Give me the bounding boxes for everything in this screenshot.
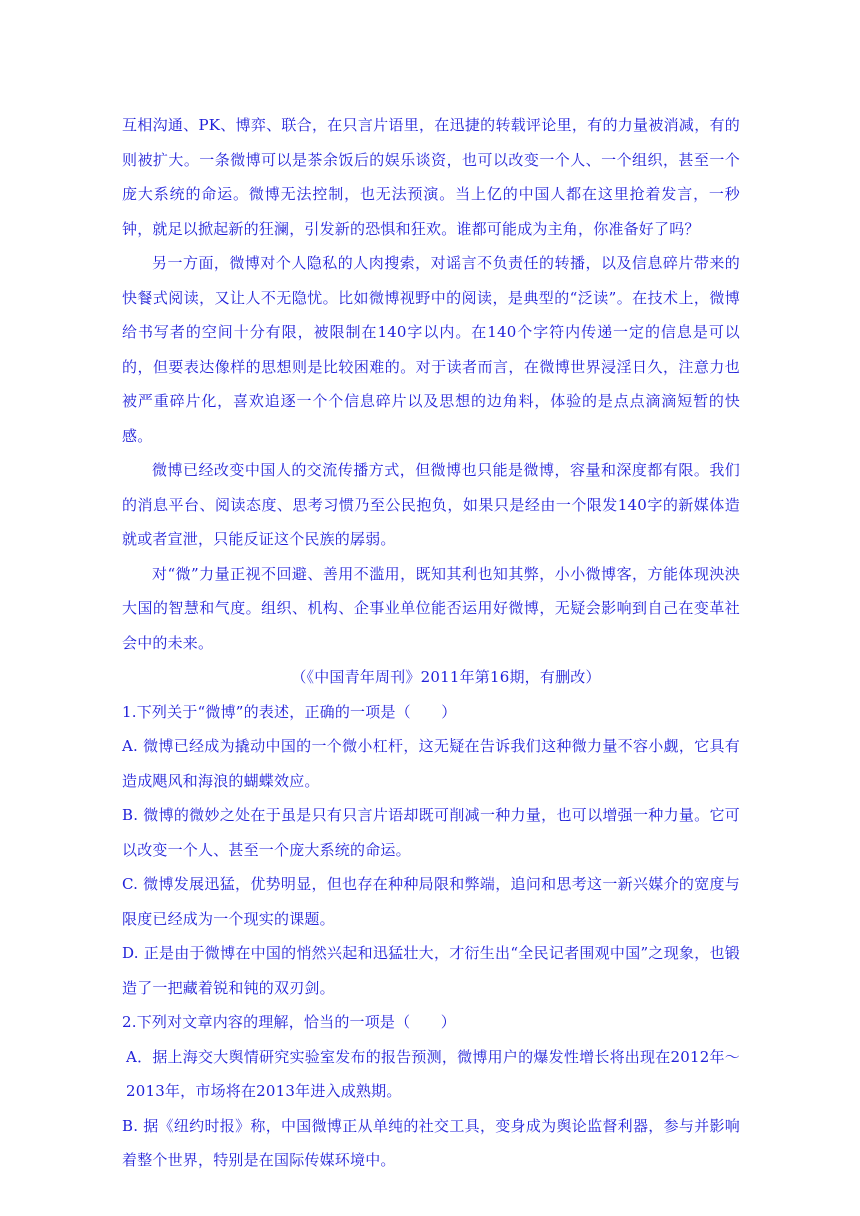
article-source: （《中国青年周刊》2011年第16期，有删改） — [291, 668, 601, 686]
paragraph-1: 互相沟通、PK、博弈、联合，在只言片语里，在迅捷的转载评论里，有的力量被消减，有的则被扩大。一条微博可以是茶余饭后的娱乐谈资，也可以改变一个人、一个组织，甚至一个庞大系统的命运。微博无法控制，也无法预演。当上亿的中国人都在这里抢着发言，一秒钟，就足以掀起新的狂澜，引发新的恐惧和狂欢。谁都可能成为主角，你准备好了吗？ — [122, 116, 740, 238]
paragraph-3: 微博已经改变中国人的交流传播方式，但微博也只能是微博，容量和深度都有限。我们的消息平台、阅读态度、思考习惯乃至公民抱负，如果只是经由一个限发140字的新媒体造就或者宣泄，只能反证这个民族的孱弱。 — [122, 461, 740, 548]
question-1-option-d: D. 正是由于微博在中国的悄然兴起和迅猛壮大，才衍生出“全民记者围观中国”之现象，也锻造了一把藏着锐和钝的双刃剑。 — [122, 944, 740, 997]
paragraph-4: 对“微”力量正视不回避、善用不滥用，既知其利也知其弊，小小微博客，方能体现泱泱大国的智慧和气度。组织、机构、企事业单位能否运用好微博，无疑会影响到自己在变革社会中的未来。 — [122, 564, 740, 652]
document-body — [122, 108, 740, 1178]
question-2-stem: 2.下列对文章内容的理解，恰当的一项是（ ） — [122, 1013, 456, 1031]
question-2-option-a: A．据上海交大舆情研究实验室发布的报告预测，微博用户的爆发性增长将出现在2012年～2013年，市场将在2013年进入成熟期。 — [126, 1047, 740, 1100]
question-1-stem: 1.下列关于“微博”的表述，正确的一项是（ ） — [122, 702, 457, 721]
question-1-option-c: C. 微博发展迅猛，优势明显，但也存在种种局限和弊端，追问和思考这一新兴媒介的宽度与限度已经成为一个现实的课题。 — [122, 875, 740, 928]
question-1-option-b: B. 微博的微妙之处在于虽是只有只言片语却既可削减一种力量，也可以增强一种力量。它可以改变一个人、甚至一个庞大系统的命运。 — [122, 806, 740, 859]
paragraph-2: 另一方面，微博对个人隐私的人肉搜索，对谣言不负责任的转播，以及信息碎片带来的快餐式阅读，又让人不无隐忧。比如微博视野中的阅读，是典型的“泛读”。在技术上，微博给书写者的空间十分有限，被限制在140字以内。在140个字符内传递一定的信息是可以的，但要表达像样的思想则是比较困难的。对于读者而言，在微博世界浸淫日久，注意力也被严重碎片化，喜欢追逐一个个信息碎片以及思想的边角料，体验的是点点滴滴短暂的快感。 — [122, 254, 740, 445]
question-2-option-b: B. 据《纽约时报》称，中国微博正从单纯的社交工具，变身成为舆论监督利器，参与并影响着整个世界，特别是在国际传媒环境中。 — [122, 1116, 740, 1169]
question-1-option-a: A. 微博已经成为撬动中国的一个微小杠杆，这无疑在告诉我们这种微力量不容小觑，它具有造成飓风和海浪的蝴蝶效应。 — [122, 737, 740, 790]
